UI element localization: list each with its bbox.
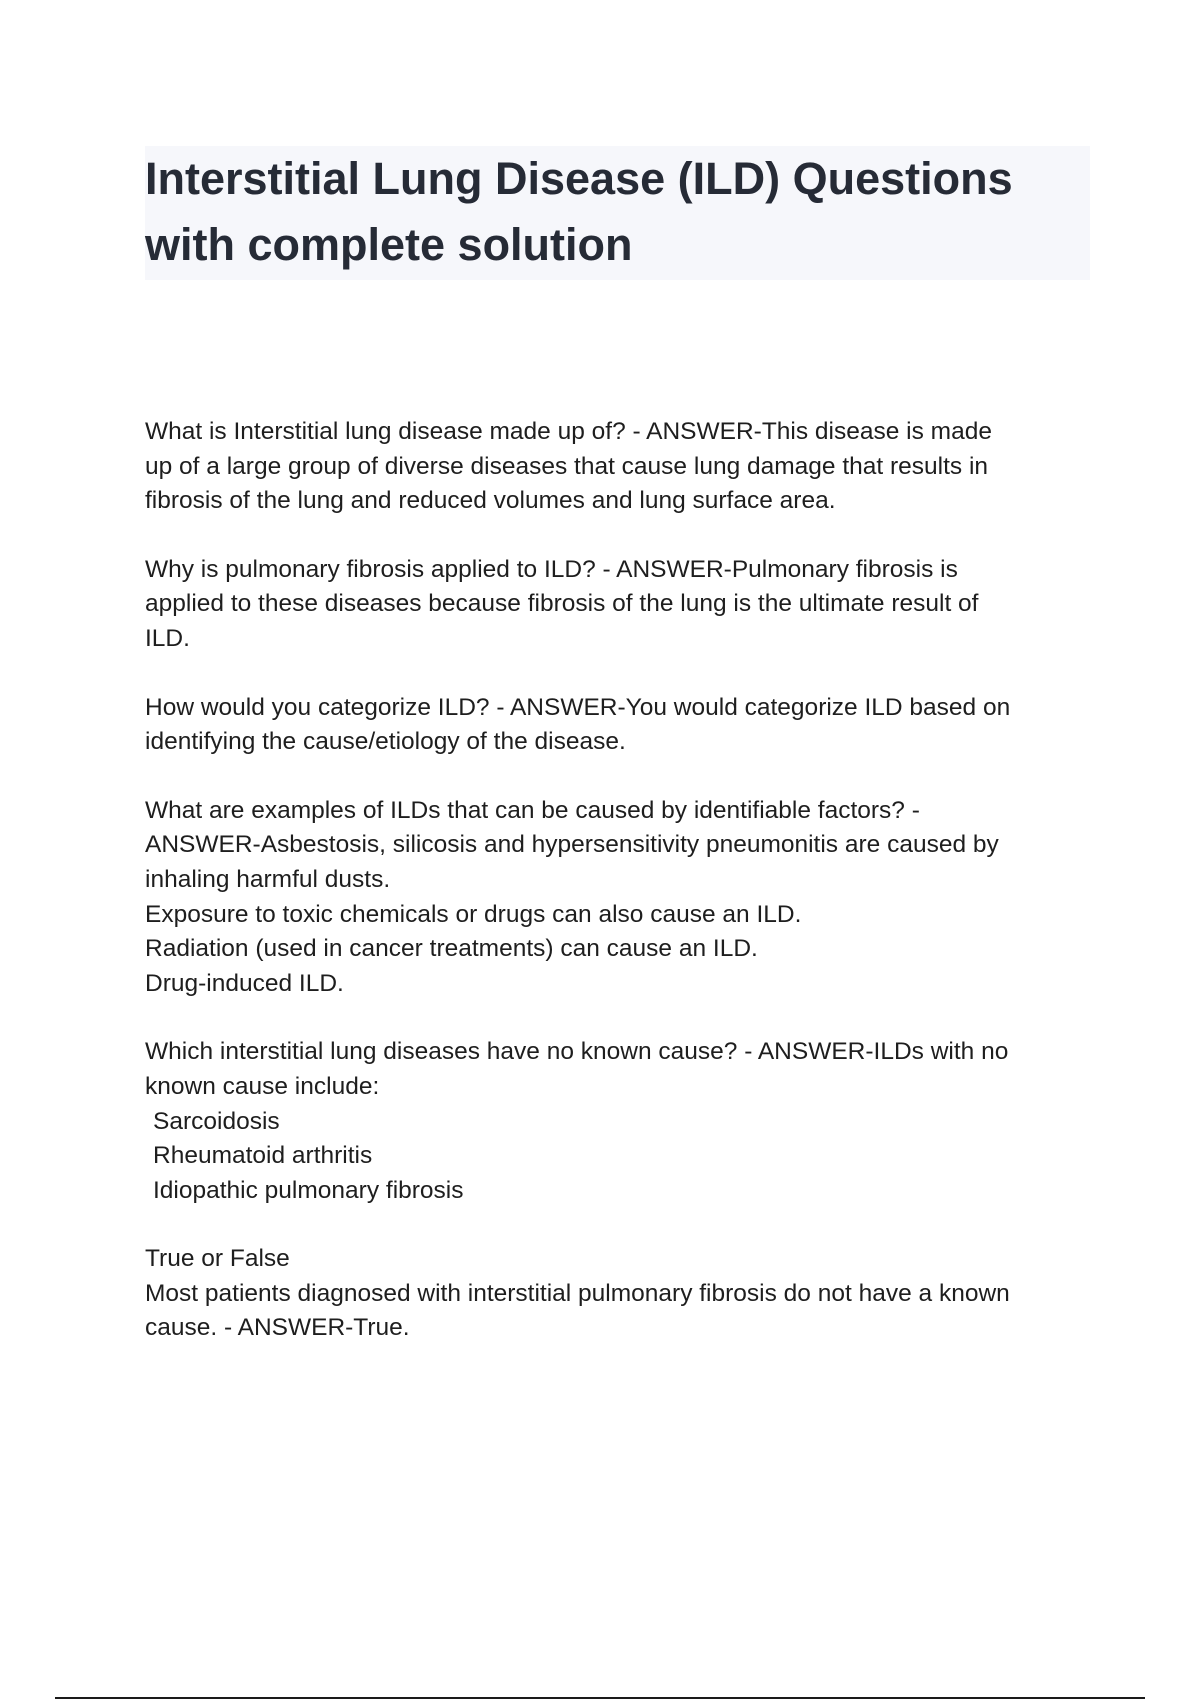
text-line: inhaling harmful dusts. <box>145 865 391 893</box>
text-line: identifying the cause/etiology of the disease. <box>145 728 626 756</box>
text-line: Radiation (used in cancer treatments) can cause an ILD. <box>145 935 758 963</box>
text-line: up of a large group of diverse diseases that cause lung damage that results in <box>145 452 989 480</box>
text-line: cause. - ANSWER-True. <box>145 1314 410 1342</box>
text-line: Exposure to toxic chemicals or drugs can also cause an ILD. <box>145 900 802 928</box>
qa-block <box>145 794 1090 1002</box>
qa-block <box>145 691 1090 760</box>
text-line: fibrosis of the lung and reduced volumes and lung surface area. <box>145 487 836 515</box>
text-line: What are examples of ILDs that can be caused by identifiable factors? - <box>145 796 920 824</box>
text-line: True or False <box>145 1245 290 1273</box>
page-bottom-rule <box>55 1697 1145 1699</box>
qa-block <box>145 553 1090 657</box>
list-item: Rheumatoid arthritis <box>153 1142 373 1170</box>
qa-block <box>145 415 1090 519</box>
list-item: Sarcoidosis <box>153 1107 280 1135</box>
text-line: Why is pulmonary fibrosis applied to ILD? - ANSWER-Pulmonary fibrosis is <box>145 555 958 583</box>
text-line: Drug-induced ILD. <box>145 969 344 997</box>
qa-content <box>145 415 1090 1380</box>
list-item: Idiopathic pulmonary fibrosis <box>153 1176 464 1204</box>
document-title <box>145 146 1090 280</box>
text-line: Which interstitial lung diseases have no known cause? - ANSWER-ILDs with no <box>145 1038 1009 1066</box>
text-line: What is Interstitial lung disease made up of? - ANSWER-This disease is made <box>145 418 992 445</box>
title-line: with complete solution <box>145 219 633 270</box>
text-line: Most patients diagnosed with interstitial pulmonary fibrosis do not have a known <box>145 1279 1010 1307</box>
title-line: Interstitial Lung Disease (ILD) Questions <box>145 153 1013 204</box>
text-line: How would you categorize ILD? - ANSWER-You would categorize ILD based on <box>145 693 1011 721</box>
text-line: ILD. <box>145 624 190 652</box>
qa-block <box>145 1242 1090 1346</box>
text-line: applied to these diseases because fibrosis of the lung is the ultimate result of <box>145 590 979 618</box>
text-line: ANSWER-Asbestosis, silicosis and hypersensitivity pneumonitis are caused by <box>145 831 999 859</box>
qa-block <box>145 1035 1090 1208</box>
text-line: known cause include: <box>145 1072 380 1100</box>
